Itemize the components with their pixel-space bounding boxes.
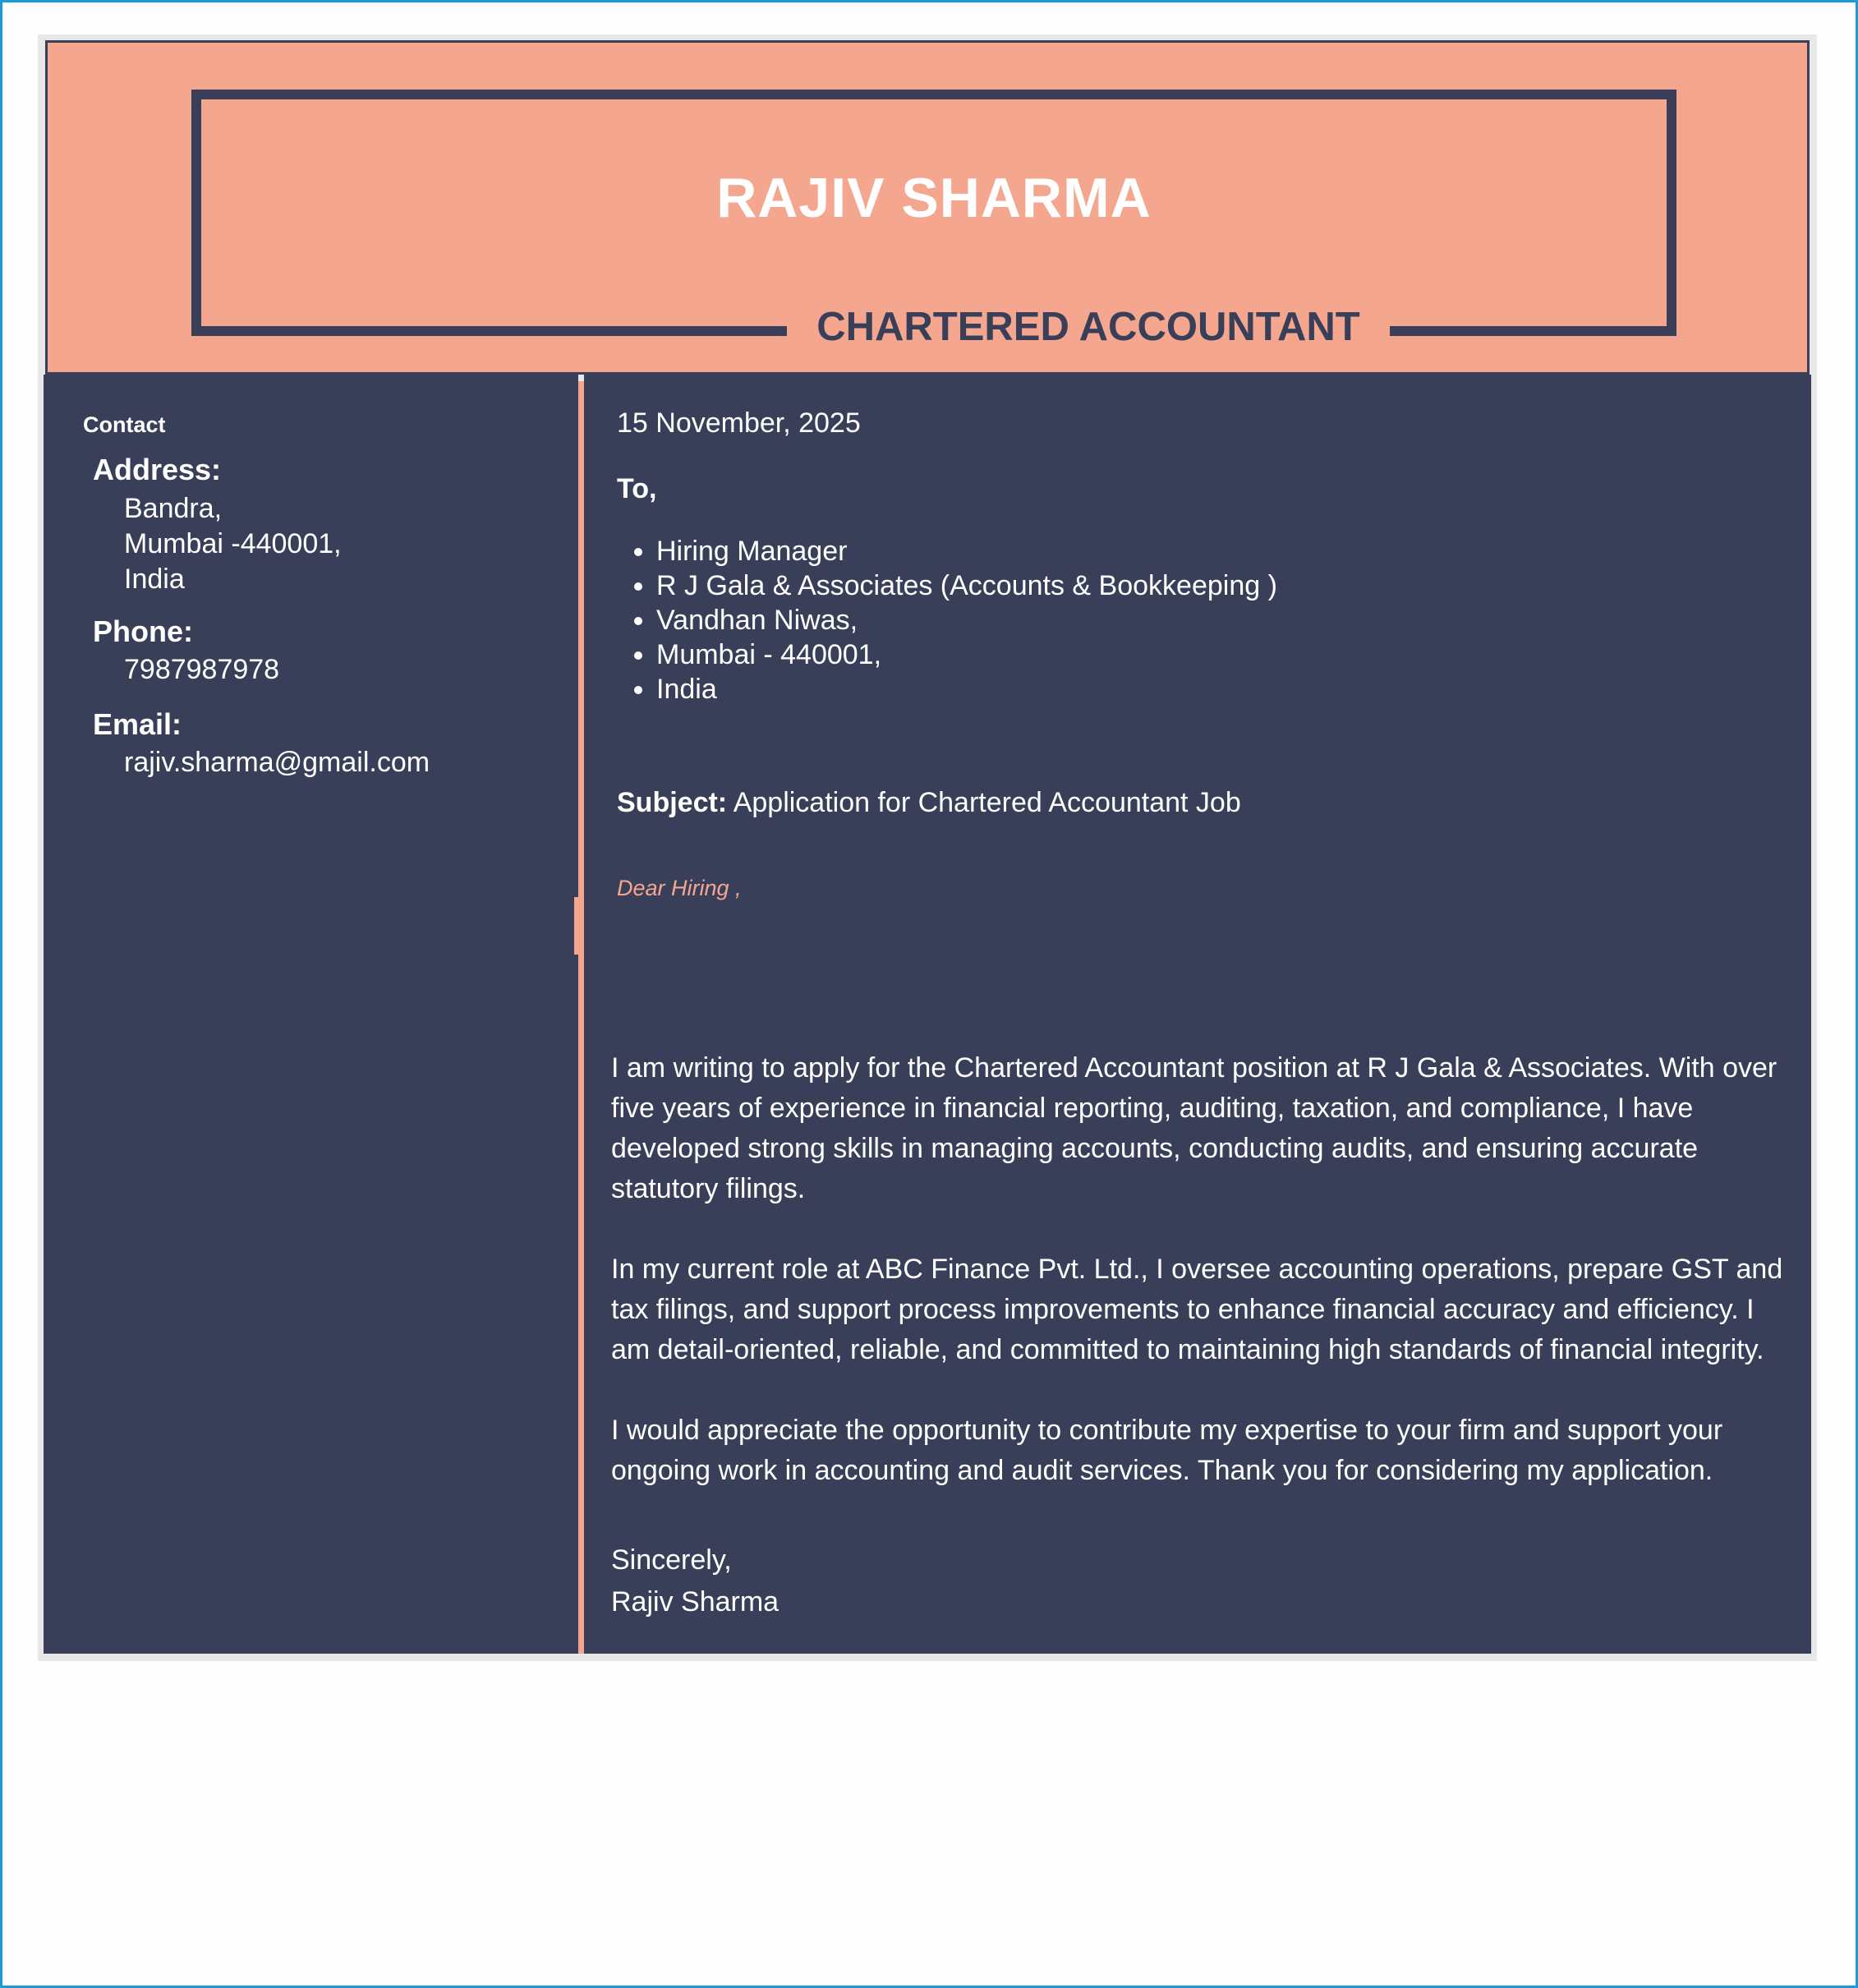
recipient-line: • R J Gala & Associates (Accounts & Bookkeeping ) [656, 568, 1277, 603]
subject-text: Application for Chartered Accountant Job [727, 787, 1241, 818]
contact-sidebar [44, 375, 578, 1654]
signoff [611, 1539, 779, 1623]
paragraph: I am writing to apply for the Chartered Accountant position at R J Gala & Associates. With over five years of experience in financial reporting, auditing, taxation, and compliance, I have developed strong skills in managing accounts, conducting audits, and ensuring accurate statutory filings. [611, 1052, 1778, 1204]
address-label: Address: [93, 453, 222, 486]
header-frame-bottom-right [1390, 326, 1676, 336]
address-value [124, 491, 342, 597]
column-divider-notch [574, 897, 578, 955]
signature: Rajiv Sharma [611, 1586, 780, 1618]
contact-title: Contact [83, 412, 166, 437]
to-label: To, [617, 473, 657, 504]
closing: Sincerely, [611, 1544, 732, 1576]
subject-line [617, 787, 1241, 819]
column-divider [578, 381, 584, 1654]
email-label: Email: [93, 707, 182, 741]
letter-date: 15 November, 2025 [617, 407, 861, 439]
applicant-role: CHARTERED ACCOUNTANT [816, 305, 1360, 349]
address-line: Bandra, [124, 493, 223, 524]
address-line: Mumbai -440001, [124, 528, 342, 559]
email-value: rajiv.sharma@gmail.com [124, 747, 430, 778]
phone-value: 7987987978 [124, 654, 280, 685]
letter-paragraphs [611, 1048, 1794, 1531]
recipient-line: • Mumbai - 440001, [656, 637, 1277, 672]
recipient-list [617, 534, 1277, 706]
recipient-line: • India [656, 672, 1277, 706]
address-line: India [124, 564, 185, 595]
paragraph: I would appreciate the opportunity to contribute my expertise to your firm and support your ongoing work in accounting and audit services. Thank you for considering my application. [611, 1415, 1723, 1486]
cover-letter [38, 35, 1817, 1661]
subject-label: Subject: [617, 787, 728, 818]
header-frame-bottom-left [191, 326, 787, 336]
recipient-line: • Hiring Manager [656, 534, 1277, 568]
phone-label: Phone: [93, 614, 193, 648]
paragraph: In my current role at ABC Finance Pvt. Ltd., I oversee accounting operations, prepare GST and tax filings, and support process improvements to enhance financial accuracy and efficiency. I am detail-oriented, reliable, and committed to maintaining high standards of financial integrity. [611, 1254, 1783, 1365]
letter-header [45, 40, 1810, 375]
letter-body [584, 375, 1811, 1654]
applicant-name: RAJIV SHARMA [716, 167, 1152, 229]
greeting: Dear Hiring , [617, 876, 742, 900]
recipient-line: • Vandhan Niwas, [656, 603, 1277, 637]
